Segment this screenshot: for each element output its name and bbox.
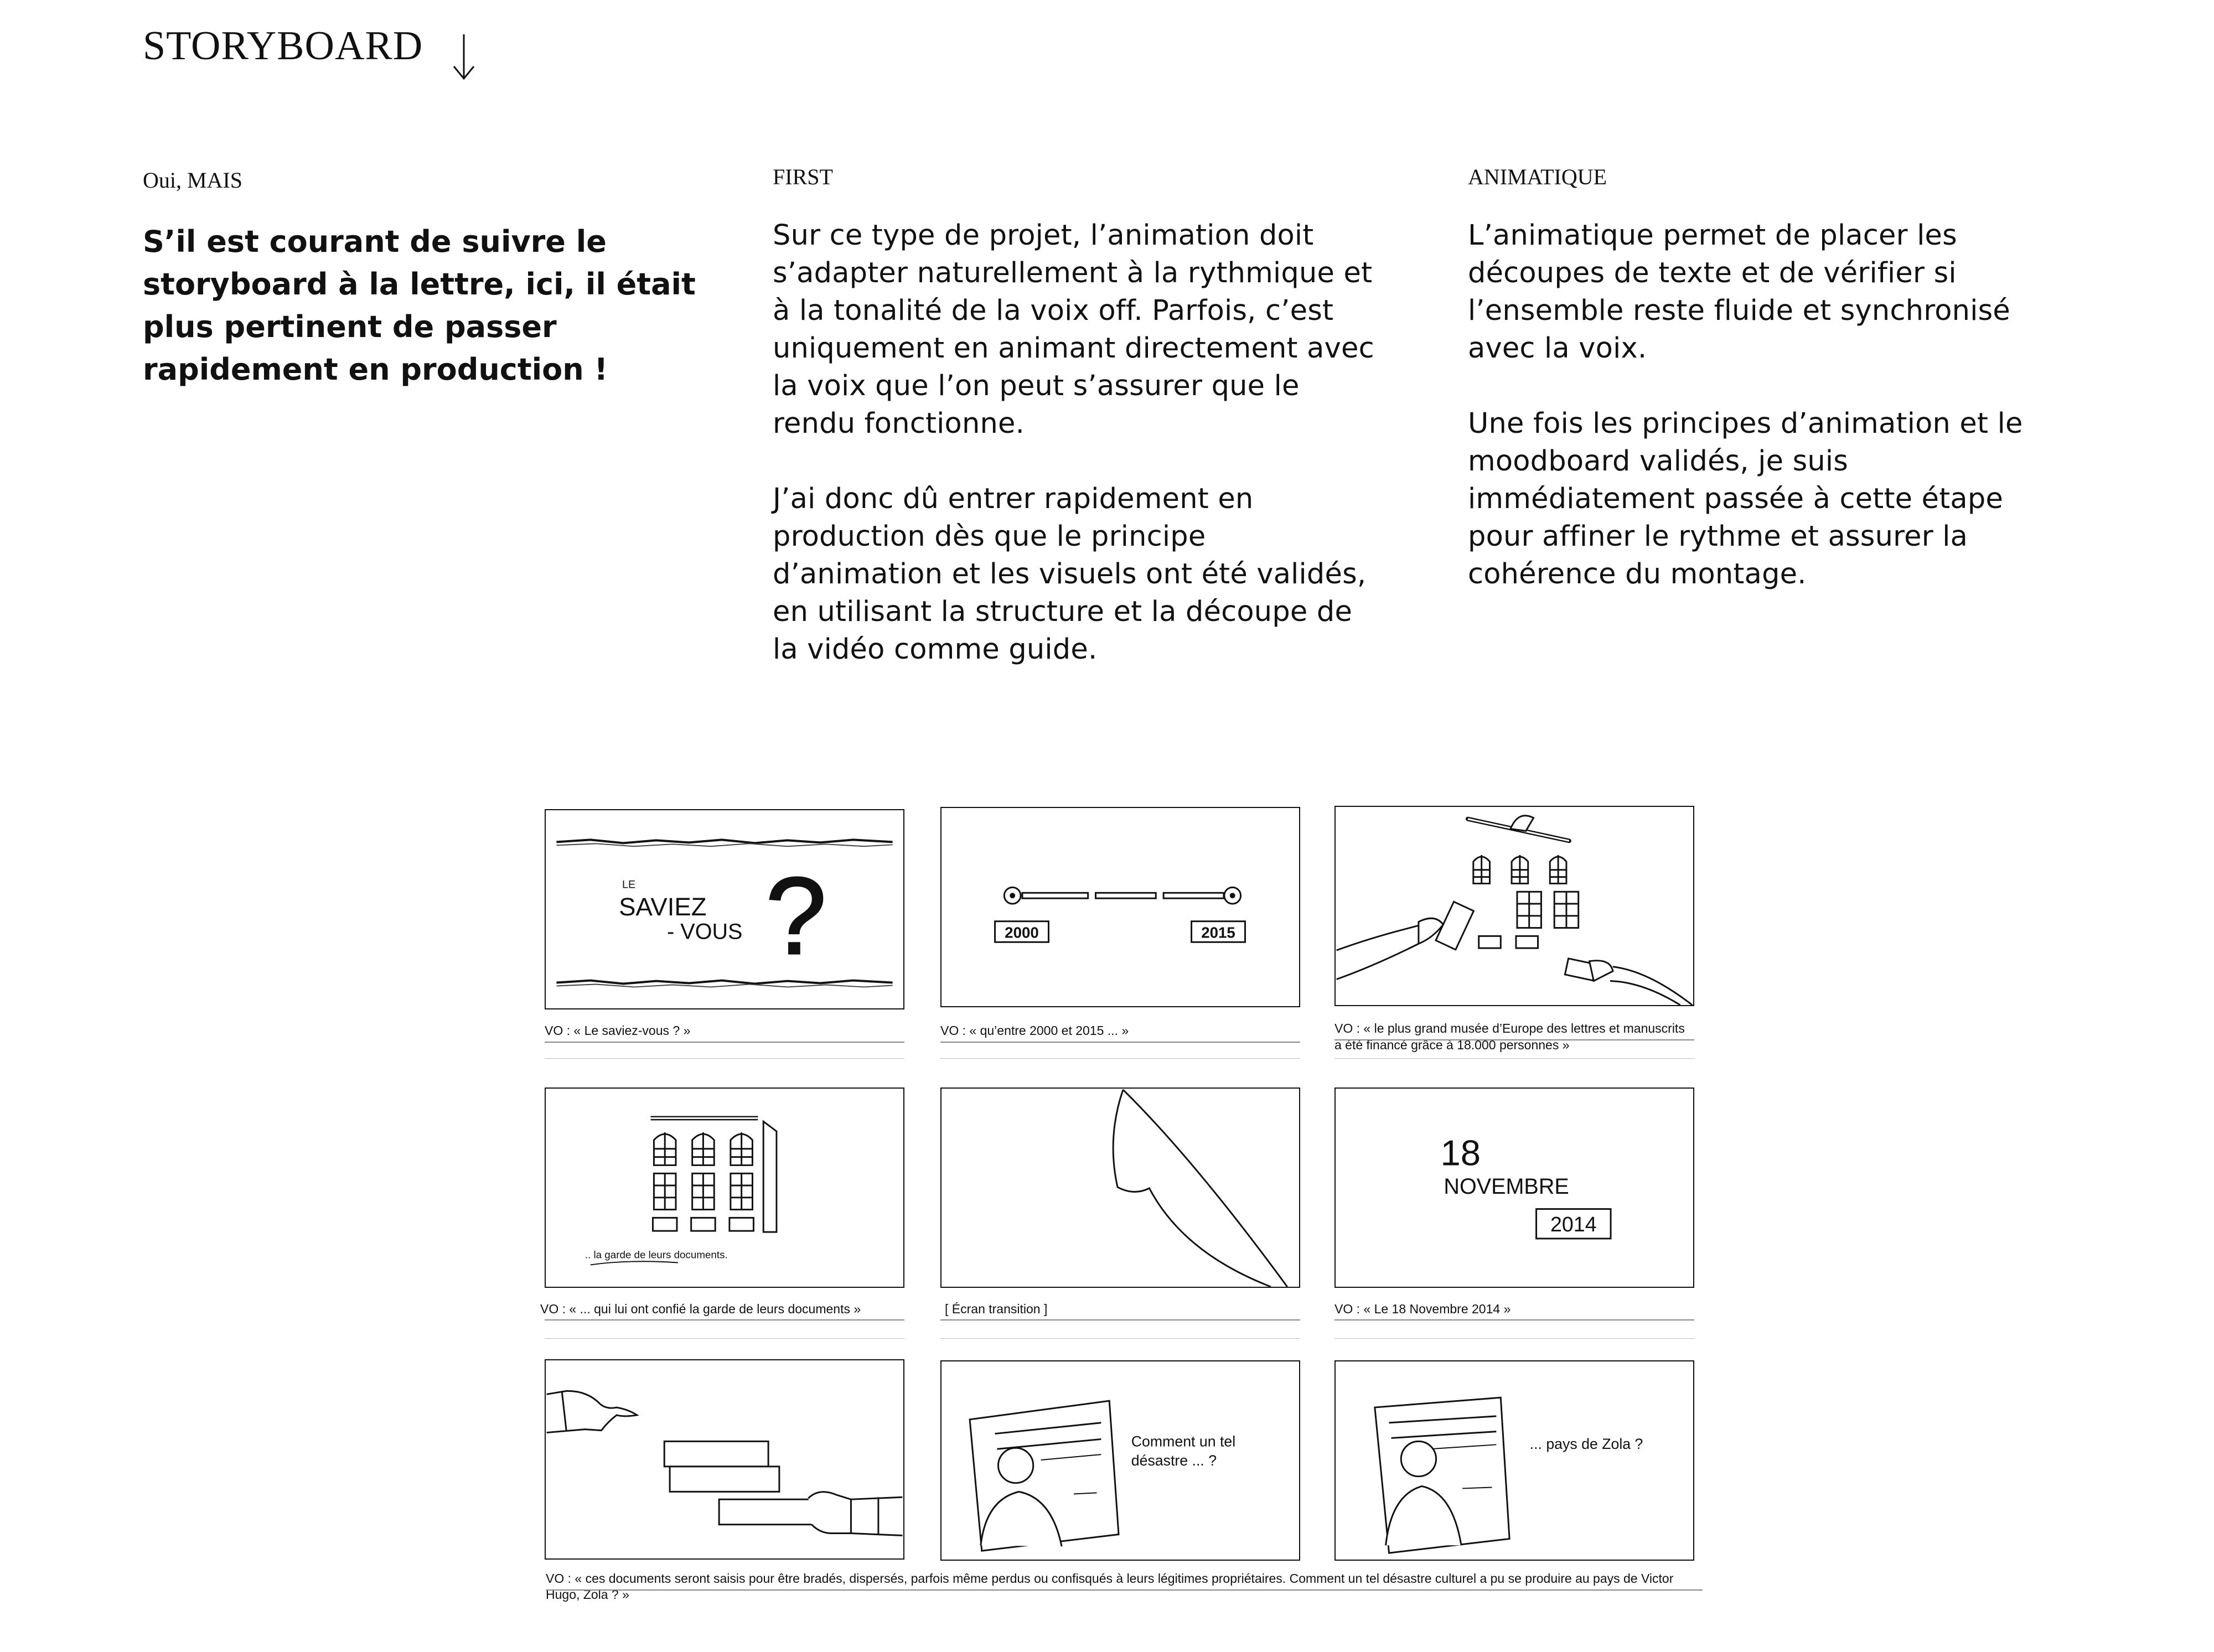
bottom-caption: VO : « ces documents seront saisis pour être bradés, dispersés, parfois même perdus ou confisqués à leurs légitimes propriétaires. Comment un tel désastre culturel a pu se produire au pays de Victor Hugo, Zola ? » <box>546 1571 1674 1602</box>
panel-5-drawing <box>942 1089 1299 1287</box>
caption-line <box>1334 1338 1694 1339</box>
panel-6-day: 18 <box>1440 1132 1481 1173</box>
caption-line <box>546 1589 1703 1591</box>
panel-caption: VO : « ... qui lui ont confié la garde de leurs documents » <box>540 1302 861 1316</box>
caption-line <box>940 1058 1300 1059</box>
caption-line <box>545 1319 904 1320</box>
building-facade-icon <box>653 1121 777 1232</box>
panel-3-drawing <box>1336 807 1693 1005</box>
arrow-down-icon <box>451 32 477 82</box>
page-title: STORYBOARD <box>143 23 423 69</box>
storyboard-panel-6 <box>1334 1087 1694 1288</box>
column-paragraph: Sur ce type de projet, l’animation doit s’adapter naturellement à la rythmique et à la tonalité de la voix off. Parfois, c’est uniquement en animant directement avec la voix que l’on peut s’assurer que le rendu fonctionne. <box>773 219 1374 440</box>
panel-8-drawing <box>942 1361 1299 1560</box>
panel-caption: VO : « qu’entre 2000 et 2015 ... » <box>940 1023 1129 1038</box>
caption-line <box>545 1338 904 1339</box>
column-paragraph: L’animatique permet de placer les découpes de texte et de vérifier si l’ensemble reste fluide et synchronisé avec la voix. <box>1468 219 2010 365</box>
panel-7-drawing <box>546 1360 903 1558</box>
panel-caption: VO : « Le 18 Novembre 2014 » <box>1334 1302 1511 1316</box>
column-kicker: FIRST <box>773 164 833 189</box>
panel-caption: VO : « le plus grand musée d’Europe des lettres et manuscrits a été financé grâce à 18.000 personnes » <box>1334 1021 1685 1052</box>
person-head-icon <box>1401 1441 1436 1476</box>
panel-2-drawing <box>942 808 1299 1006</box>
panel-9-drawing <box>1336 1361 1693 1560</box>
column-paragraph: J’ai donc dû entrer rapidement en production dès que le principe d’animation et les visuels ont été validés, en utilisant la structure et la découpe de la vidéo comme guide. <box>773 483 1367 666</box>
storyboard-panel-8 <box>940 1360 1300 1561</box>
storyboard-panel-7 <box>545 1359 904 1560</box>
panel-4-note: .. la garde de leurs documents. <box>584 1249 728 1261</box>
caption-line <box>1334 1039 1694 1040</box>
storyboard-panel-9 <box>1334 1360 1694 1561</box>
arm-left-icon <box>1337 924 1424 950</box>
question-mark-icon: ? <box>765 855 827 977</box>
column-oui-mais <box>143 164 696 391</box>
panel-6-month: NOVEMBRE <box>1444 1174 1569 1199</box>
underline-mark <box>591 1261 678 1265</box>
timeline-start-year: 2000 <box>1005 924 1039 941</box>
panel-4-drawing <box>546 1089 903 1287</box>
column-kicker: ANIMATIQUE <box>1468 164 1607 189</box>
panel-1-text-le: LE <box>622 878 636 891</box>
storyboard-panel-2 <box>940 807 1300 1007</box>
panel-6-drawing <box>1336 1089 1693 1287</box>
storyboard-panel-1 <box>545 809 904 1009</box>
panel-8-text-line-2: désastre ... ? <box>1131 1452 1217 1469</box>
column-lead: S’il est courant de suivre le storyboard à la lettre, ici, il était plus pertinent de passer rapidement en production ! <box>143 224 696 387</box>
column-animatique <box>1468 160 2077 631</box>
panel-9-text-line-1: ... pays de Zola ? <box>1529 1436 1643 1453</box>
panel-6-year: 2014 <box>1550 1213 1597 1236</box>
panel-caption: VO : « Le saviez-vous ? » <box>545 1023 691 1038</box>
column-kicker: Oui, MAIS <box>143 168 243 193</box>
panel-1-text-saviez: SAVIEZ <box>619 892 707 921</box>
panel-1-drawing <box>546 810 903 1008</box>
window-icons <box>1473 855 1579 948</box>
hand-giving-icon <box>808 1492 851 1534</box>
panel-caption: [ Écran transition ] <box>945 1302 1048 1316</box>
header <box>143 21 477 82</box>
hand-reaching-icon <box>547 1391 637 1432</box>
panel-1-text-vous: - VOUS <box>667 919 743 944</box>
timeline-end-year: 2015 <box>1201 924 1235 941</box>
caption-line <box>1334 1319 1694 1320</box>
caption-line <box>940 1042 1300 1043</box>
document-stack-top <box>664 1441 768 1466</box>
caption-line <box>545 1042 904 1043</box>
storyboard-panel-5 <box>940 1087 1300 1288</box>
storyboard-panel-4 <box>545 1087 904 1288</box>
document-stack-middle <box>670 1467 779 1492</box>
storyboard-panel-3 <box>1334 806 1694 1006</box>
caption-line <box>940 1319 1300 1320</box>
panel-8-text-line-1: Comment un tel <box>1131 1433 1236 1450</box>
hand-top-icon <box>1511 816 1534 831</box>
column-paragraph: Une fois les principes d’animation et le moodboard validés, je suis immédiatement passée à cette étape pour affiner le rythme et assurer la cohérence du montage. <box>1468 407 2023 591</box>
hand-right-icon <box>1589 961 1613 981</box>
column-first <box>773 160 1382 706</box>
caption-line <box>940 1338 1300 1339</box>
person-head-icon <box>998 1448 1033 1483</box>
caption-line <box>1334 1058 1694 1059</box>
caption-line <box>545 1058 904 1059</box>
